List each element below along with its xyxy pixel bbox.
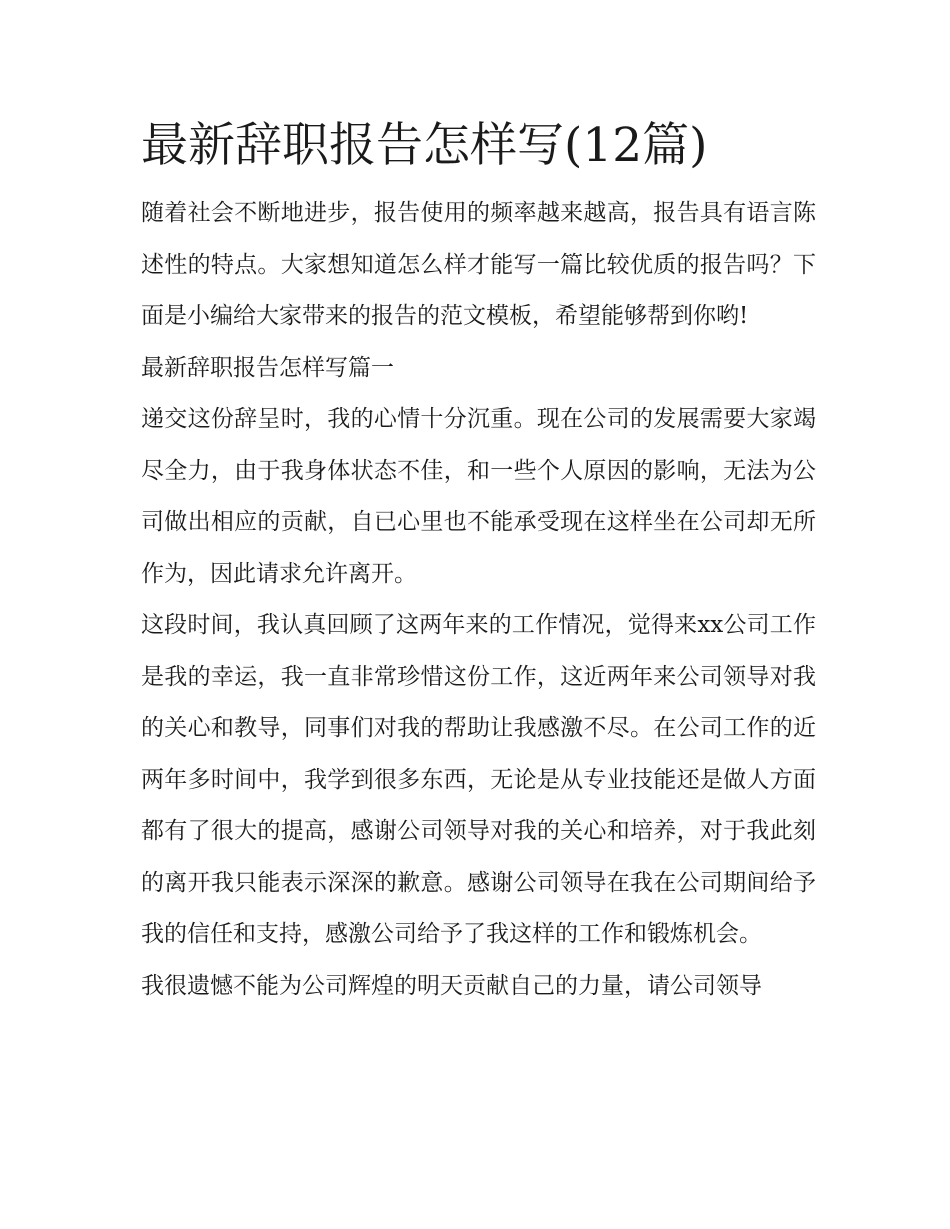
document-title: 最新辞职报告怎样写(12篇) xyxy=(141,118,708,173)
intro-paragraph: 随着社会不断地进步，报告使用的频率越来越高，报告具有语言陈述性的特点。大家想知道怎么样才能写一篇比较优质的报告吗？下面是小编给大家带来的报告的范文模板，希望能够帮到你哟! xyxy=(141,200,816,329)
document-body xyxy=(141,112,816,1012)
section-heading: 最新辞职报告怎样写篇一 xyxy=(141,354,394,381)
body-paragraph: 递交这份辞呈时，我的心情十分沉重。现在公司的发展需要大家竭尽全力，由于我身体状态不佳，和一些个人原因的影响，无法为公司做出相应的贡献，自已心里也不能承受现在这样坐在公司却无所作为，因此请求允许离开。 xyxy=(141,406,816,587)
body-paragraph: 我很遗憾不能为公司辉煌的明天贡献自己的力量，请公司领导 xyxy=(141,972,762,999)
body-paragraph: 这段时间，我认真回顾了这两年来的工作情况，觉得来xx公司工作是我的幸运，我一直非常珍惜这份工作，这近两年来公司领导对我的关心和教导，同事们对我的帮助让我感激不尽。在公司工作的近两年多时间中，我学到很多东西，无论是从专业技能还是做人方面都有了很大的提高，感谢公司领导对我的关心和培养，对于我此刻的离开我只能表示深深的歉意。感谢公司领导在我在公司期间给予我的信任和支持，感激公司给予了我这样的工作和锻炼机会。 xyxy=(141,612,816,947)
